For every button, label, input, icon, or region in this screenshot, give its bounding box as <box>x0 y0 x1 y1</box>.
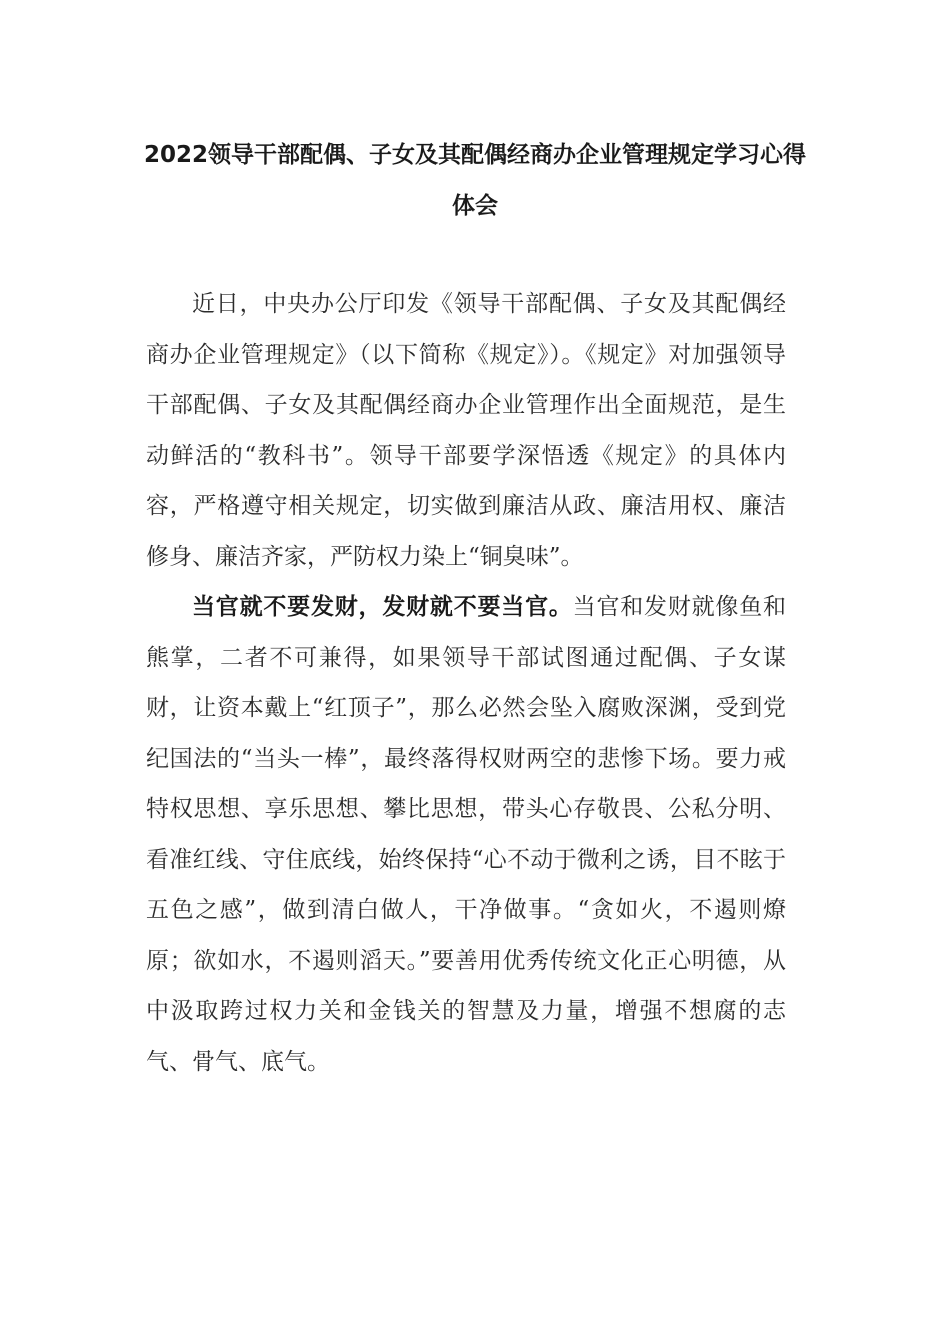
document-title: 2022领导干部配偶、子女及其配偶经商办企业管理规定学习心得体会 <box>143 142 806 219</box>
paragraph-intro-text: 近日，中央办公厅印发《领导干部配偶、子女及其配偶经商办企业管理规定》（以下简称《规定》）。《规定》对加强领导干部配偶、子女及其配偶经商办企业管理作出全面规范，是生动鲜活的“教科书”。领导干部要学深悟透《规定》的具体内容，严格遵守相关规定，切实做到廉洁从政、廉洁用权、廉洁修身、廉洁齐家，严防权力染上“铜臭味”。 <box>146 291 786 570</box>
paragraph-main <box>146 582 786 1087</box>
paragraph-intro <box>146 279 786 582</box>
document-body <box>146 279 786 1087</box>
paragraph-main-text: 当官和发财就像鱼和熊掌，二者不可兼得，如果领导干部试图通过配偶、子女谋财，让资本戴上“红顶子”，那么必然会坠入腐败深渊，受到党纪国法的“当头一棒”，最终落得权财两空的悲惨下场。要力戒特权思想、享乐思想、攀比思想，带头心存敬畏、公私分明、看准红线、守住底线，始终保持“心不动于微利之诱，目不眩于五色之感”，做到清白做人，干净做事。“贪如火，不遏则燎原；欲如水，不遏则滔天。”要善用优秀传统文化正心明德，从中汲取跨过权力关和金钱关的智慧及力量，增强不想腐的志气、骨气、底气。 <box>146 594 787 1075</box>
paragraph-main-lead: 当官就不要发财，发财就不要当官。 <box>192 594 573 620</box>
